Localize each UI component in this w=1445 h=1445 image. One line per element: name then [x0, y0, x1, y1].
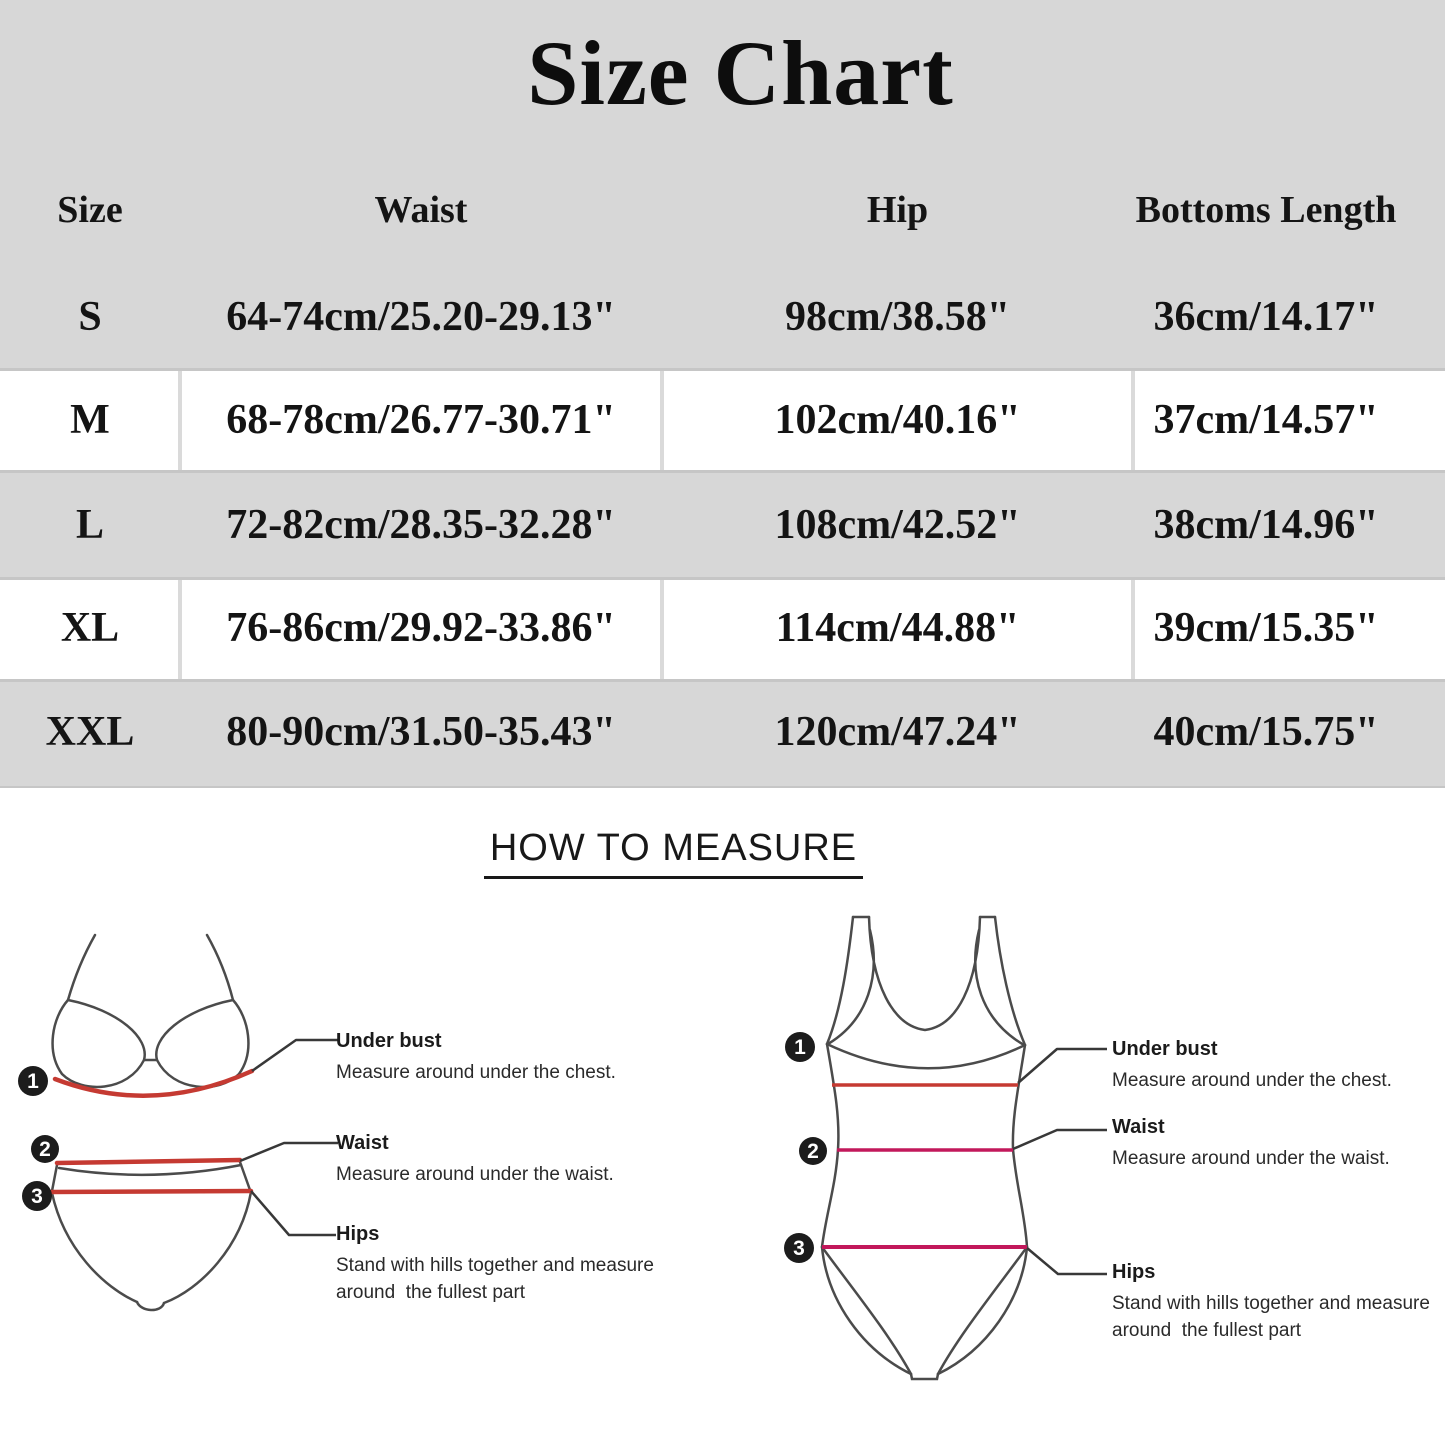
crotch [911, 1374, 938, 1379]
waist-cell: 64-74cm/25.20-29.13" [226, 294, 616, 340]
hip-cell: 98cm/38.58" [784, 294, 1011, 340]
hips-leader-line [1027, 1248, 1107, 1274]
marker-1-number: 1 [27, 1070, 39, 1093]
table-row-s [0, 267, 1445, 367]
underbust-leader-line [1018, 1049, 1107, 1083]
bottoms-length-cell: 40cm/15.75" [1153, 709, 1379, 755]
marker-1-number: 1 [794, 1036, 806, 1059]
bottoms-length-cell: 37cm/14.57" [1153, 397, 1379, 443]
waist-measure-line [57, 1160, 240, 1163]
bikini-measure-diagram [0, 900, 350, 1340]
size-cell: S [78, 294, 102, 340]
step-label: Waist [1112, 1116, 1165, 1138]
bikini-band-seam [59, 1165, 241, 1175]
row-divider [0, 470, 1445, 473]
bikini-outline [52, 935, 251, 1310]
column-header-hip: Hip [866, 189, 929, 231]
hips-leader-line [251, 1191, 336, 1235]
page-title [0, 18, 1445, 128]
left-step-hips [336, 1221, 672, 1306]
right-step-waist [1112, 1114, 1390, 1172]
bikini-leader-lines [240, 1040, 340, 1235]
hip-cell: 120cm/47.24" [774, 709, 1021, 755]
page-title-text: Size Chart [527, 22, 954, 124]
marker-3-number: 3 [793, 1237, 805, 1260]
underbust-measure-line [55, 1071, 252, 1096]
bikini-cup-bridge [156, 1000, 248, 1087]
swimsuit-measure-diagram [770, 900, 1115, 1400]
bikini-bottom-right-edge [164, 1192, 251, 1303]
left-step-waist [336, 1130, 614, 1188]
size-cell: XL [60, 605, 120, 651]
table-row-xxl [0, 682, 1445, 782]
left-strap-outer [827, 917, 853, 1044]
chest-seam [827, 1044, 1025, 1068]
size-cell: L [75, 502, 104, 548]
column-header-size: Size [57, 189, 123, 231]
bikini-left-strap [68, 935, 95, 1000]
size-cell: XXL [45, 709, 135, 755]
waist-leader-line [240, 1143, 338, 1161]
waist-cell: 72-82cm/28.35-32.28" [226, 502, 616, 548]
table-header-row [0, 177, 1445, 243]
size-cell: M [70, 397, 110, 443]
bottoms-length-cell: 36cm/14.17" [1153, 294, 1379, 340]
table-row-xl [0, 578, 1445, 678]
bikini-band-sides [52, 1162, 250, 1191]
scoop-neckline [869, 917, 980, 1030]
table-row-m [0, 370, 1445, 470]
bottoms-length-cell: 38cm/14.96" [1153, 502, 1379, 548]
hip-cell: 114cm/44.88" [775, 605, 1020, 651]
swimsuit-outline [822, 917, 1027, 1379]
step-description: Stand with hills together and measure around the fullest part [1112, 1293, 1436, 1341]
right-leg-inner [938, 1247, 1027, 1374]
marker-3-number: 3 [31, 1185, 43, 1208]
bikini-bottom-left-edge [52, 1193, 137, 1302]
bikini-crotch [137, 1302, 164, 1310]
step-description: Stand with hills together and measure around the fullest part [336, 1255, 660, 1303]
waist-cell: 80-90cm/31.50-35.43" [226, 709, 616, 755]
step-label: Hips [1112, 1261, 1156, 1283]
swimsuit-step-markers [784, 1032, 827, 1263]
left-armhole [828, 930, 874, 1044]
step-label: Under bust [336, 1030, 442, 1052]
step-description: Measure around under the waist. [336, 1164, 614, 1185]
bikini-left-cup [53, 1000, 145, 1087]
right-step-hips [1112, 1259, 1445, 1344]
step-label: Hips [336, 1223, 380, 1245]
left-step-under-bust [336, 1028, 616, 1086]
right-step-under-bust [1112, 1036, 1392, 1094]
column-header-waist: Waist [374, 189, 468, 231]
hips-measure-line [51, 1191, 251, 1192]
hip-cell: 108cm/42.52" [774, 502, 1021, 548]
waist-cell: 76-86cm/29.92-33.86" [226, 605, 616, 651]
step-description: Measure around under the waist. [1112, 1148, 1390, 1169]
column-header-bottoms-length: Bottoms Length [1135, 189, 1397, 231]
marker-2-number: 2 [39, 1138, 51, 1161]
waist-cell: 68-78cm/26.77-30.71" [226, 397, 616, 443]
hip-cell: 102cm/40.16" [774, 397, 1021, 443]
marker-2-number: 2 [807, 1140, 819, 1163]
underbust-leader-line [252, 1040, 340, 1071]
step-label: Waist [336, 1132, 389, 1154]
waist-leader-line [1013, 1130, 1107, 1149]
left-leg-inner [822, 1247, 911, 1374]
bikini-right-strap [207, 935, 233, 1000]
step-label: Under bust [1112, 1038, 1218, 1060]
bottoms-length-cell: 39cm/15.35" [1153, 605, 1379, 651]
row-divider [0, 786, 1445, 788]
step-description: Measure around under the chest. [1112, 1070, 1392, 1091]
table-row-l [0, 475, 1445, 575]
how-to-measure-heading: HOW TO MEASURE [0, 824, 1445, 879]
step-description: Measure around under the chest. [336, 1062, 616, 1083]
